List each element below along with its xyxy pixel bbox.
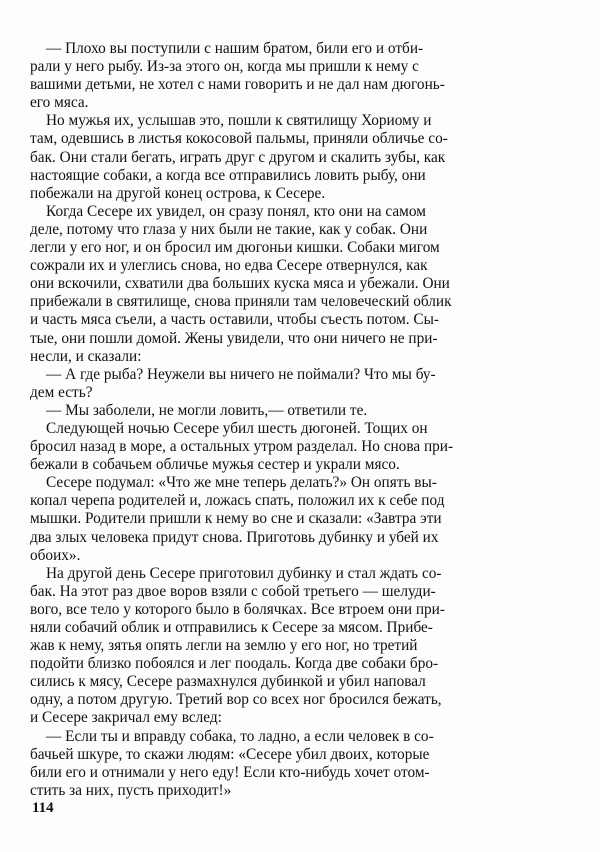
text-line: деле, потому что глаза у них были не такие, как у собак. Они bbox=[30, 220, 428, 238]
text-line: стить за них, пусть приходит!» bbox=[30, 781, 232, 799]
text-line: побежали на другой конец острова, к Сесере. bbox=[30, 184, 326, 202]
text-line: жав к нему, зятья опять легли на землю у его ног, но третий bbox=[30, 637, 418, 655]
text-line: там, одевшись в листья кокосовой пальмы, приняли обличье со- bbox=[30, 130, 448, 148]
text-line: били его и отнимали у него еду! Если кто-нибудь хочет отом- bbox=[30, 763, 430, 781]
text-line: одну, а потом другую. Третий вор со всех ног бросился бежать, bbox=[30, 691, 442, 709]
text-line: — Если ты и вправду собака, то ладно, а если человек в со- bbox=[46, 727, 434, 745]
text-line: бросил назад в море, а остальных утром разделал. Но снова при- bbox=[30, 438, 454, 456]
text-line: несли, и сказали: bbox=[30, 347, 142, 365]
text-line: они вскочили, схватили два больших куска мяса и убежали. Они bbox=[30, 275, 450, 293]
text-line: бежали в собачьем обличье мужья сестер и украли мясо. bbox=[30, 456, 400, 474]
text-line: бачьей шкуре, то скажи людям: «Сесере убил двоих, которые bbox=[30, 745, 430, 763]
text-line: обоих». bbox=[30, 546, 81, 564]
text-line: няли собачий облик и отправились к Сесере за мясом. Прибе- bbox=[30, 619, 433, 636]
text-line: На другой день Сесере приготовил дубинку и стал ждать со- bbox=[46, 564, 442, 582]
text-line: бак. Они стали бегать, играть друг с другом и скалить зубы, как bbox=[30, 148, 446, 166]
text-line: подойти близко побоялся и лег поодаль. Когда две собаки бро- bbox=[30, 655, 439, 673]
text-line: бак. На этот раз двое воров взяли с собой третьего — шелуди- bbox=[30, 582, 436, 600]
page-number: 114 bbox=[32, 800, 54, 816]
text-line: Но мужья их, услышав это, пошли к святилищу Хориому и bbox=[46, 112, 432, 130]
text-line: рали у него рыбу. Из-за этого он, когда мы пришли к нему с bbox=[30, 58, 419, 76]
text-line: Сесере подумал: «Что же мне теперь делать?» Он опять вы- bbox=[46, 474, 437, 492]
text-line: настоящие собаки, а когда все отправились ловить рыбу, они bbox=[30, 166, 426, 184]
text-line: и Сесере закричал ему вслед: bbox=[30, 709, 222, 727]
text-line: его мяса. bbox=[30, 94, 89, 112]
text-line: — Плохо вы поступили с нашим братом, били его и отби- bbox=[46, 40, 424, 57]
text-line: прибежали в святилище, снова приняли там человеческий облик bbox=[30, 293, 452, 311]
text-line: мышки. Родители пришли к нему во сне и сказали: «Завтра эти bbox=[30, 510, 442, 528]
text-line: дем есть? bbox=[30, 383, 93, 401]
text-line: сились к мясу, Сесере размахнулся дубинкой и убил наповал bbox=[30, 673, 426, 691]
text-line: — Мы заболели, не могли ловить,— ответили те. bbox=[46, 401, 368, 419]
text-line: сожрали их и улеглись снова, но едва Сесере отвернулся, как bbox=[30, 257, 428, 275]
text-line: вашими детьми, не хотел с нами говорить и не дал нам дюгонь- bbox=[30, 76, 445, 94]
text-line: копал черепа родителей и, ложась спать, положил их к себе под bbox=[30, 492, 445, 510]
text-line: — А где рыба? Неужели вы ничего не поймали? Что мы бу- bbox=[46, 365, 436, 383]
text-line: Следующей ночью Сесере убил шесть дюгоней. Тощих он bbox=[46, 419, 428, 437]
text-line: тые, они пошли домой. Жены увидели, что они ничего не при- bbox=[30, 329, 438, 347]
text-line: и часть мяса съели, а часть оставили, чтобы съесть потом. Сы- bbox=[30, 311, 439, 329]
page-text bbox=[30, 40, 554, 800]
text-line: легли у его ног, и он бросил им дюгоньи кишки. Собаки мигом bbox=[30, 239, 440, 257]
text-line: вого, все тело у которого было в болячках. Все втроем они при- bbox=[30, 600, 445, 618]
text-line: Когда Сесере их увидел, он сразу понял, кто они на самом bbox=[46, 202, 426, 220]
text-line: два злых человека придут снова. Приготовь дубинку и убей их bbox=[30, 528, 439, 546]
